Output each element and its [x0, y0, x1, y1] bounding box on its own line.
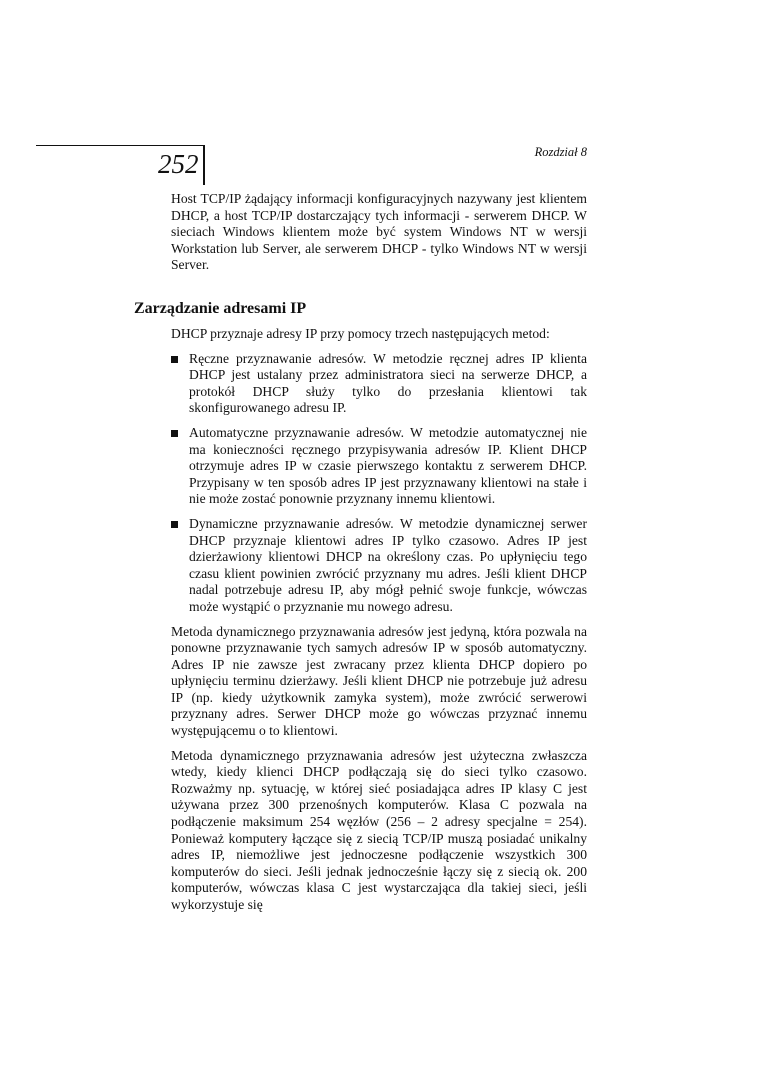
list-item — [171, 351, 587, 417]
section-body — [171, 326, 587, 922]
header-vertical-rule — [203, 145, 205, 185]
header-rule — [36, 145, 204, 146]
body-paragraph: Metoda dynamicznego przyznawania adresów jest użyteczna zwłaszcza wtedy, kiedy klienci DHCP podłączają się do sieci tylko czasowo. Rozważmy np. sytuację, w której sieć posiadająca adres IP klasy C jest używana przez 300 przenośnych komputerów. Klasa C pozwala na podłączenie maksimum 254 węzłów (256 – 2 adresy specjalne = 254). Ponieważ komputery łączące się z siecią TCP/IP muszą posiadać unikalny adres IP, niemożliwe jest jednoczesne podłączenie wszystkich 300 komputerów do sieci. Jeśli jednak jednocześnie łączy się z siecią ok. 200 komputerów, wówczas klasa C jest wystarczająca dla takiej sieci, jeśli wykorzystuje się — [171, 747, 587, 912]
section-heading: Zarządzanie adresami IP — [134, 300, 307, 317]
lead-paragraph: DHCP przyznaje adresy IP przy pomocy trzech następujących metod: — [171, 326, 550, 341]
list-item — [171, 425, 587, 508]
intro-paragraph: Host TCP/IP żądający informacji konfiguracyjnych nazywany jest klientem DHCP, a host TCP/IP dostarczający tych informacji - serwerem DHCP. W sieciach Windows klientem może być system Windows NT w wersji Workstation lub Server, ale serwerem DHCP - tylko Windows NT w wersji Server. — [171, 191, 587, 273]
bullet-square-icon — [171, 521, 178, 528]
page-number: 252 — [158, 149, 199, 179]
list-item-text: Ręczne przyznawanie adresów. W metodzie ręcznej adres IP klienta DHCP jest ustalany przez administratora sieci na serwerze DHCP, a protokół DHCP służy tylko do przesłania klientowi tak skonfigurowanego adresu IP. — [189, 350, 587, 416]
body-paragraph: Metoda dynamicznego przyznawania adresów jest jedyną, która pozwala na ponowne przyznawanie tych samych adresów IP w sposób automatyczny. Adres IP nie zawsze jest zwracany przez klienta DHCP dopiero po upłynięciu terminu dzierżawy. Jeśli klient DHCP nie potrzebuje już adresu IP (np. kiedy użytkownik zamyka system), może zwrócić serwerowi przyznany adres. Serwer DHCP może go wówczas przyznać innemu występującemu o to klientowi. — [171, 623, 587, 739]
list-item-text: Automatyczne przyznawanie adresów. W metodzie automatycznej nie ma konieczności ręcznego przypisywania adresów IP. Klient DHCP otrzymuje adres IP w czasie pierwszego kontaktu z serwerem DHCP. Przypisany w ten sposób adres IP jest przyznawany klientowi na stałe i nie może zostać ponownie przyznany innemu klientowi. — [189, 424, 587, 507]
bullet-square-icon — [171, 356, 178, 363]
intro-block — [171, 191, 587, 274]
list-item — [171, 516, 587, 616]
chapter-label: Rozdział 8 — [534, 145, 587, 159]
list-item-text: Dynamiczne przyznawanie adresów. W metodzie dynamicznej serwer DHCP przyznaje klientowi adres IP tylko czasowo. Adres IP jest dzierżawiony klientowi DHCP na określony czas. Po upłynięciu tego czasu klient powinien zwrócić przyznany mu adres. Jeśli klient DHCP nadal potrzebuje adresu IP, aby mógł pełnić swoje funkcje, wówczas może wystąpić o przyznanie mu nowego adresu. — [189, 515, 587, 614]
bullet-square-icon — [171, 430, 178, 437]
method-list — [171, 351, 587, 616]
